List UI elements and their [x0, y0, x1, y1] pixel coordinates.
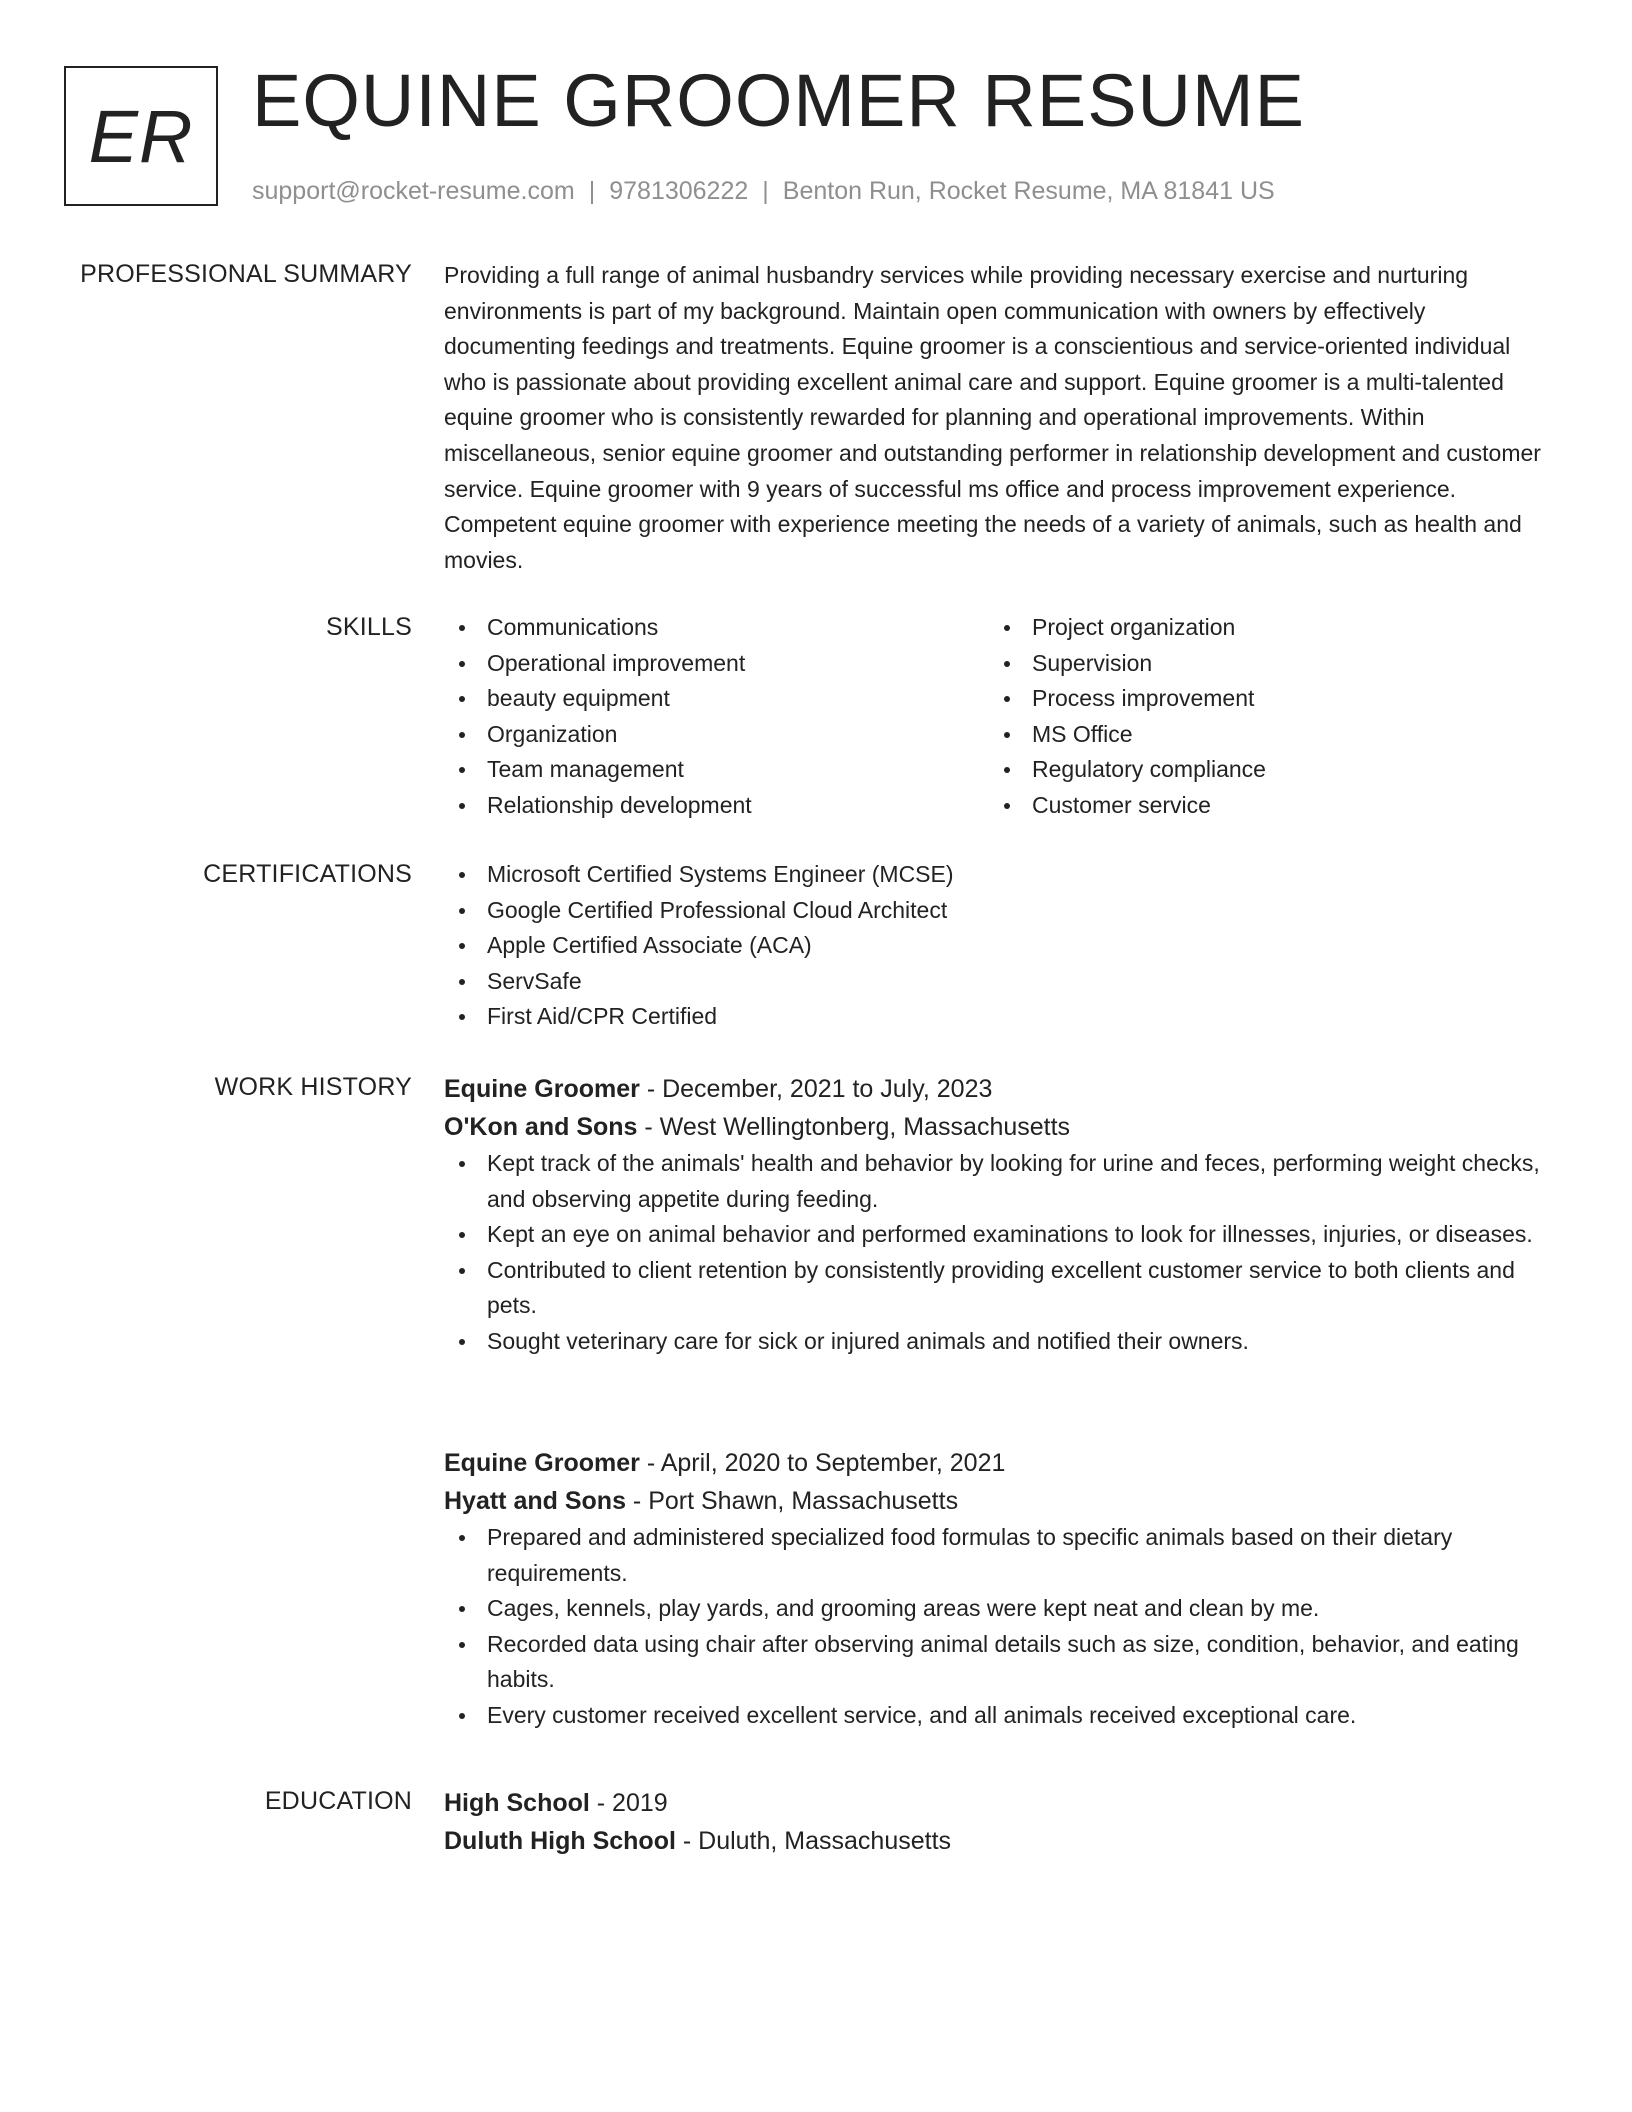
job-company: O'Kon and Sons: [444, 1113, 638, 1141]
summary-text: Providing a full range of animal husbandry services while providing necessary exercise and nurturing environments is part of my background. Maintain open communication with owners by effectively documenting feedings and treatments. Equine groomer is a conscientious and service-oriented individual who is passionate about providing excellent animal care and support. Equine groomer is a multi-talented equine groomer who is consistently rewarded for planning and operational improvements. Within miscellaneous, senior equine groomer and outstanding performer in relationship development and customer service. Equine groomer with 9 years of successful ms office and process improvement experience. Competent equine groomer with experience meeting the needs of a variety of animals, such as health and movies.: [444, 262, 1541, 573]
certification-item: Apple Certified Associate (ACA): [444, 928, 1556, 964]
job-duty: Every customer received excellent service, and all animals received exceptional care.: [444, 1698, 1556, 1734]
job-duty: Kept an eye on animal behavior and performed examinations to look for illnesses, injuries, or diseases.: [444, 1217, 1556, 1253]
contact-address: Benton Run, Rocket Resume, MA 81841 US: [782, 177, 1275, 205]
certification-item: Microsoft Certified Systems Engineer (MCSE): [444, 857, 1556, 893]
skill-item: Organization: [444, 717, 989, 753]
skills-body: [444, 610, 1556, 824]
skill-item: Customer service: [989, 788, 1534, 824]
job-entry: [444, 1070, 1556, 1360]
certification-item: Google Certified Professional Cloud Architect: [444, 893, 1556, 929]
skill-item: Regulatory compliance: [989, 752, 1534, 788]
section-label-skills: SKILLS: [326, 613, 412, 641]
summary-body: [444, 258, 1556, 578]
job-company: Hyatt and Sons: [444, 1487, 626, 1515]
contact-line: [252, 174, 1275, 208]
education-school: Duluth High School: [444, 1827, 676, 1855]
certifications-list: [444, 857, 1556, 1035]
contact-separator: |: [762, 177, 769, 205]
work-history-body: [444, 1070, 1556, 1728]
resume-title: EQUINE GROOMER RESUME: [252, 59, 1305, 142]
job-duty: Kept track of the animals' health and behavior by looking for urine and feces, performing weight checks, and observing appetite during feeding.: [444, 1146, 1556, 1217]
job-duties-list: [444, 1520, 1556, 1734]
job-title-line: [444, 1444, 1556, 1482]
section-label-education: EDUCATION: [264, 1787, 412, 1815]
monogram-initials: ER: [88, 94, 194, 178]
skill-item: Operational improvement: [444, 646, 989, 682]
education-body: [444, 1784, 1556, 1860]
skills-grid: [444, 610, 1556, 824]
monogram-logo: [64, 66, 218, 206]
education-location: - Duluth, Massachusetts: [675, 1827, 952, 1855]
job-dates: - December, 2021 to July, 2023: [639, 1075, 993, 1103]
job-location: - Port Shawn, Massachusetts: [625, 1487, 959, 1515]
contact-phone: 9781306222: [609, 177, 749, 205]
job-duty: Contributed to client retention by consistently providing excellent customer service to both clients and pets.: [444, 1253, 1556, 1324]
job-duty: Prepared and administered specialized food formulas to specific animals based on their dietary requirements.: [444, 1520, 1556, 1591]
skill-item: Team management: [444, 752, 989, 788]
job-duty: Recorded data using chair after observing animal details such as size, condition, behavior, and eating habits.: [444, 1627, 1556, 1698]
education-year: - 2019: [589, 1789, 668, 1817]
job-title: Equine Groomer: [444, 1449, 640, 1477]
job-company-line: [444, 1108, 1556, 1146]
certifications-body: [444, 857, 1556, 1035]
contact-email: support@rocket-resume.com: [252, 177, 575, 205]
skill-item: MS Office: [989, 717, 1534, 753]
education-degree-line: [444, 1784, 1556, 1822]
skills-list-left: [444, 610, 989, 824]
section-label-certifications: CERTIFICATIONS: [203, 860, 412, 888]
job-title-line: [444, 1070, 1556, 1108]
education-school-line: [444, 1822, 1556, 1860]
skill-item: Project organization: [989, 610, 1534, 646]
skill-item: Supervision: [989, 646, 1534, 682]
skills-list-right: [989, 610, 1534, 824]
section-label-work-history: WORK HISTORY: [214, 1073, 412, 1101]
skill-item: Relationship development: [444, 788, 989, 824]
job-entry: [444, 1444, 1556, 1734]
certification-item: First Aid/CPR Certified: [444, 999, 1556, 1035]
job-dates: - April, 2020 to September, 2021: [639, 1449, 1006, 1477]
job-title: Equine Groomer: [444, 1075, 640, 1103]
job-location: - West Wellingtonberg, Massachusetts: [637, 1113, 1071, 1141]
job-company-line: [444, 1482, 1556, 1520]
job-duty: Cages, kennels, play yards, and grooming areas were kept neat and clean by me.: [444, 1591, 1556, 1627]
section-label-summary: PROFESSIONAL SUMMARY: [80, 260, 412, 288]
education-degree: High School: [444, 1789, 590, 1817]
job-duty: Sought veterinary care for sick or injured animals and notified their owners.: [444, 1324, 1556, 1360]
skill-item: beauty equipment: [444, 681, 989, 717]
certification-item: ServSafe: [444, 964, 1556, 1000]
skill-item: Process improvement: [989, 681, 1534, 717]
job-duties-list: [444, 1146, 1556, 1360]
contact-separator: |: [588, 177, 596, 205]
skill-item: Communications: [444, 610, 989, 646]
